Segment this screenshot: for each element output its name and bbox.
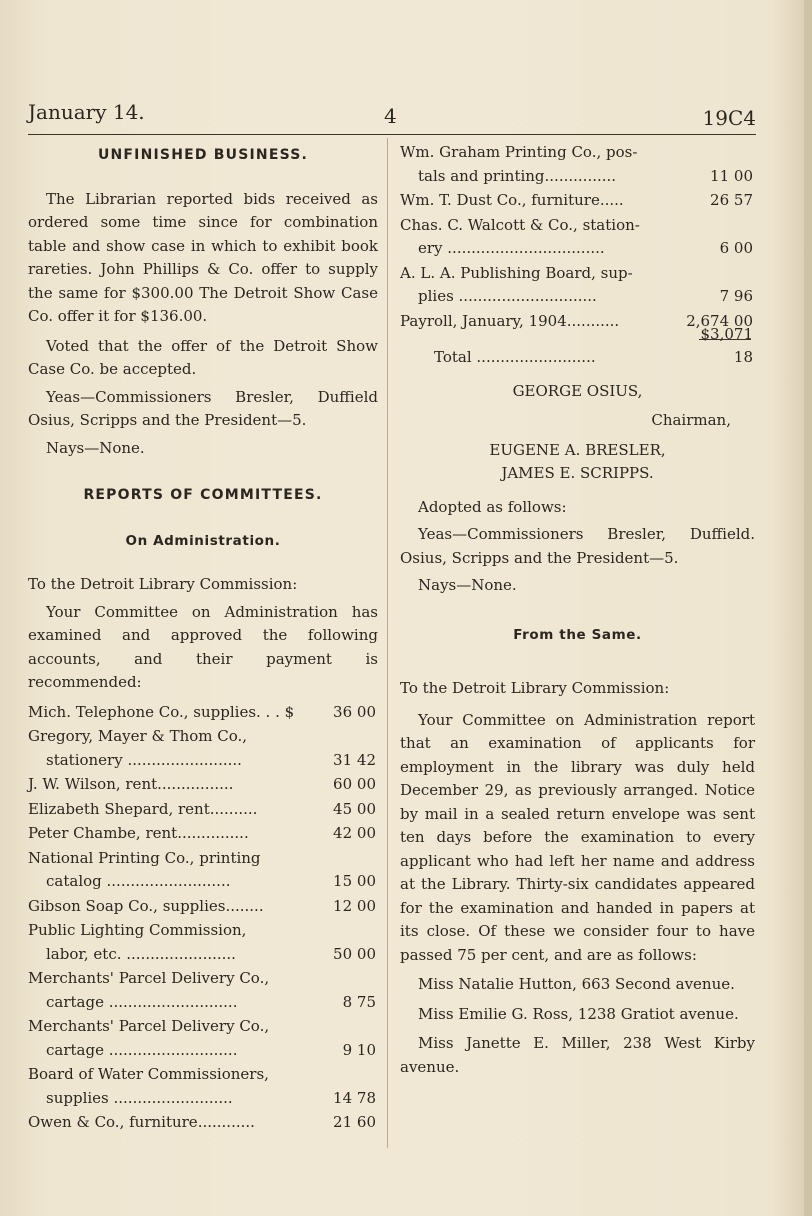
examination-paragraph: Your Committee on Administration report that an examination of applicants for employment in the library was duly held December 29, as previously arranged. Notice by mail in a sealed return envelope was sent ten days before the examination to every applicant who had left her name and address at the Library. Thirty-six candidates appeared for the examination and handed in papers at its close. Of these we consider four to have passed 75 per cent, and are as follows: <box>400 710 755 964</box>
account-row <box>28 725 378 772</box>
adopted-text: Adopted as follows: <box>418 497 567 516</box>
nays-text: Nays—None. <box>46 438 145 457</box>
account-amount: 14 78 <box>333 1088 376 1107</box>
account-row <box>400 189 755 213</box>
account-name-cont: plies ............................. <box>418 287 597 305</box>
account-row <box>28 701 378 725</box>
account-name: Public Lighting Commission, <box>28 921 247 939</box>
account-name-cont: supplies ......................... <box>46 1088 233 1107</box>
account-amount: 15 00 <box>333 872 376 890</box>
account-amount: 45 00 <box>333 799 376 818</box>
account-amount: 26 57 <box>710 191 753 209</box>
intro-paragraph: Your Committee on Administration has examined and approved the following accounts, and their payment is recommended: <box>28 602 378 691</box>
header-rule <box>28 134 756 135</box>
page-edge <box>804 0 812 1216</box>
account-amount: 11 00 <box>710 166 753 185</box>
column-divider <box>387 138 388 1148</box>
account-amount: 60 00 <box>333 775 376 793</box>
account-name: National Printing Co., printing <box>28 848 261 867</box>
account-name-cont: stationery ........................ <box>46 750 242 769</box>
account-name: Owen & Co., furniture............ <box>28 1113 255 1131</box>
left-column <box>28 140 378 1135</box>
account-amount: 31 42 <box>333 750 376 769</box>
account-name-cont: catalog .......................... <box>46 872 231 890</box>
account-amount: 8 75 <box>342 992 376 1011</box>
account-row <box>400 214 755 261</box>
account-name: Chas. C. Walcott & Co., station- <box>400 215 640 234</box>
account-name: Gibson Soap Co., supplies........ <box>28 896 264 915</box>
header-date: January 14. <box>28 100 145 124</box>
account-amount: 21 60 <box>333 1113 376 1131</box>
account-row <box>28 847 378 894</box>
signature-member-1: EUGENE A. BRESLER, <box>489 440 666 459</box>
account-amount: 12 00 <box>333 896 376 915</box>
candidate-1: Miss Natalie Hutton, 663 Second avenue. <box>418 975 735 993</box>
signature-chair: GEORGE OSIUS, <box>512 381 643 400</box>
administration-subheading: On Administration. <box>125 532 281 549</box>
signature-member-2: JAMES E. SCRIPPS. <box>501 464 654 482</box>
from-same-heading: From the Same. <box>513 626 642 643</box>
bids-paragraph: The Librarian reported bids received as ordered some time since for combination table and show case in which to exhibit book rareties. John Phillips & Co. offer to supply the same for $300.00 The Detroit Show Case Co. offer it for $136.00. <box>28 189 378 325</box>
account-name: Merchants' Parcel Delivery Co., <box>28 969 270 987</box>
account-row <box>28 773 378 797</box>
account-row <box>400 141 755 188</box>
account-amount: 7 96 <box>719 287 753 305</box>
account-name: Board of Water Commissioners, <box>28 1065 269 1083</box>
account-name: Elizabeth Shepard, rent.......... <box>28 799 258 818</box>
adopted-nays: Nays—None. <box>418 576 517 594</box>
account-row <box>400 262 755 309</box>
running-header <box>28 100 756 130</box>
account-name: Gregory, Mayer & Thom Co., <box>28 727 248 745</box>
account-name: Mich. Telephone Co., supplies. . . $ <box>28 702 295 721</box>
account-row <box>28 798 378 822</box>
unfinished-business-heading: UNFINISHED BUSINESS. <box>97 147 309 163</box>
account-row <box>28 919 378 966</box>
account-name-cont: ery ................................. <box>418 239 605 257</box>
account-name: Payroll, January, 1904........... <box>400 311 620 330</box>
account-amount: 36 00 <box>333 702 376 721</box>
account-name: A. L. A. Publishing Board, sup- <box>400 263 633 282</box>
account-row <box>28 895 378 919</box>
total-label: Total ......................... <box>434 348 596 366</box>
salutation-2: To the Detroit Library Commission: <box>400 679 670 697</box>
account-amount: 42 00 <box>333 824 376 842</box>
account-name: J. W. Wilson, rent................ <box>28 775 234 793</box>
candidate-2: Miss Emilie G. Ross, 1238 Gratiot avenue. <box>418 1004 739 1023</box>
account-amount: 50 00 <box>333 944 376 963</box>
adopted-yeas: Yeas—Commissioners Bresler, Duffield. Osius, Scripps and the President—5. <box>400 525 755 567</box>
total-amount: $3,071 18 <box>700 324 753 366</box>
signature-chair-title: Chairman, <box>651 411 731 429</box>
right-column <box>400 140 755 1079</box>
yeas-text: Yeas—Commissioners Bresler, Duffield Osius, Scripps and the President—5. <box>28 387 378 429</box>
account-name-cont: cartage ........................... <box>46 992 238 1011</box>
account-name: Merchants' Parcel Delivery Co., <box>28 1017 270 1035</box>
account-row <box>28 822 378 846</box>
account-amount: 6 00 <box>719 239 753 257</box>
account-row <box>28 1015 378 1062</box>
account-amount: 9 10 <box>342 1040 376 1059</box>
candidate-3: Miss Janette E. Miller, 238 West Kirby avenue. <box>400 1034 755 1076</box>
account-amount: 2,674 00 <box>686 311 753 330</box>
page-number: 4 <box>384 104 397 128</box>
account-name: Wm. T. Dust Co., furniture..... <box>400 191 624 209</box>
salutation: To the Detroit Library Commission: <box>28 575 298 593</box>
voted-paragraph: Voted that the offer of the Detroit Show Case Co. be accepted. <box>28 336 378 378</box>
account-row <box>28 1063 378 1110</box>
accounts-list-right <box>400 141 755 333</box>
reports-heading: REPORTS OF COMMITTEES. <box>83 487 323 503</box>
accounts-list-left <box>28 701 378 1135</box>
account-name-cont: cartage ........................... <box>46 1040 238 1059</box>
account-row <box>28 1111 378 1135</box>
total-row <box>400 324 755 370</box>
header-year: 19C4 <box>702 106 756 130</box>
account-row <box>28 967 378 1014</box>
account-name: Wm. Graham Printing Co., pos- <box>400 143 638 161</box>
account-name-cont: tals and printing............... <box>418 166 617 185</box>
account-name-cont: labor, etc. ....................... <box>46 944 236 963</box>
account-name: Peter Chambe, rent............... <box>28 824 249 842</box>
